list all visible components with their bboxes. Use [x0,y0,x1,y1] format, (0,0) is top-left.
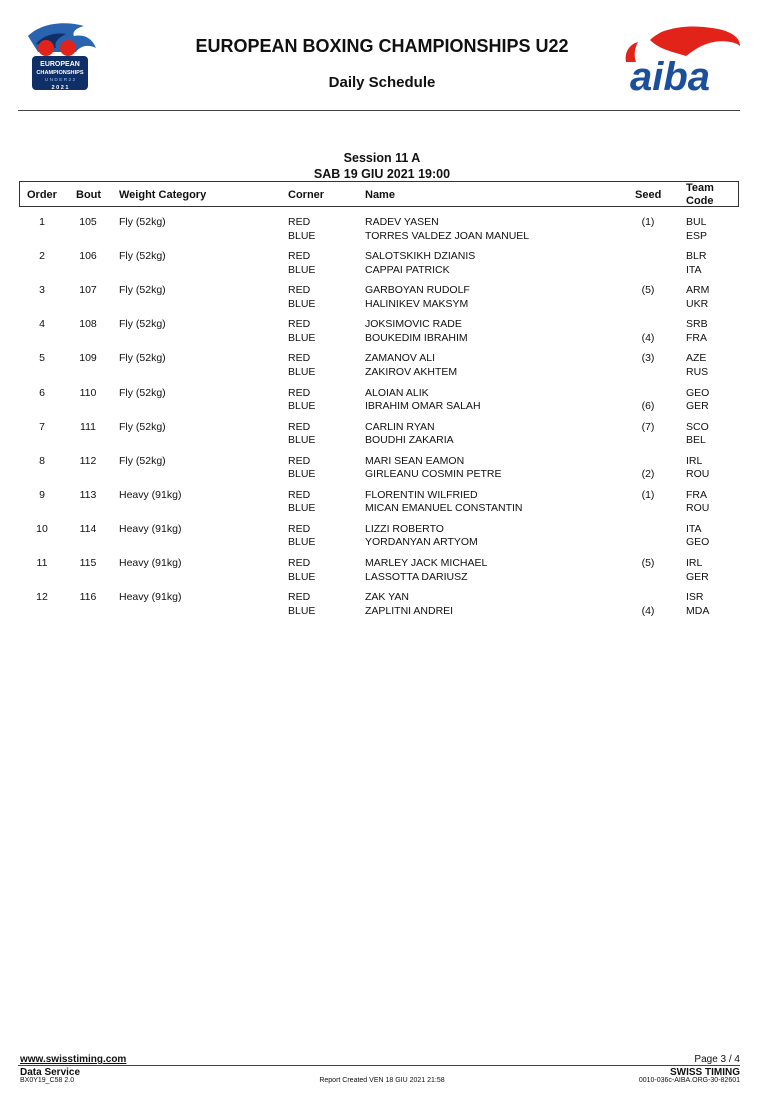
session-datetime: SAB 19 GIU 2021 19:00 [313,167,451,181]
blue-team-code: ROU [686,502,710,515]
table-row [0,523,764,553]
table-row [0,421,764,451]
blue-corner-cell: BLUE [288,570,316,583]
blue-corner-cell: BLUE [288,331,316,344]
red-corner-cell: RED [288,284,311,297]
red-team-code: FRA [686,488,707,501]
bout-cell: 106 [79,250,97,263]
red-seed: (1) [641,216,655,228]
table-row [0,387,764,417]
table-row [0,250,764,280]
red-boxer-name: ZAK YAN [365,591,409,604]
weight-category-cell: Fly (52kg) [119,284,166,297]
session-name: Session 11 A [343,151,421,165]
table-row [0,352,764,382]
column-header-bout: Bout [76,189,102,201]
page-subtitle: Daily Schedule [328,74,436,91]
red-corner-cell: RED [288,454,311,467]
red-team-code: ISR [686,591,704,604]
footer-brand: SWISS TIMING [670,1067,740,1078]
order-cell: 6 [39,386,45,399]
blue-boxer-name: LASSOTTA DARIUSZ [365,570,468,583]
blue-boxer-name: ZAPLITNI ANDREI [365,604,454,617]
red-boxer-name: ALOIAN ALIK [365,386,429,399]
order-cell: 1 [39,216,45,228]
bout-cell: 108 [79,318,97,331]
red-corner-cell: RED [288,318,311,331]
blue-team-code: RUS [686,365,709,378]
bout-cell: 114 [79,522,97,535]
bout-cell: 112 [79,454,97,467]
bout-cell: 107 [79,284,97,297]
red-boxer-name: CARLIN RYAN [365,420,435,433]
column-header-weight: Weight Category [119,189,207,201]
page-title: EUROPEAN BOXING CHAMPIONSHIPS U22 [195,36,569,56]
red-corner-cell: RED [288,386,311,399]
red-seed: (3) [641,352,655,365]
blue-corner-cell: BLUE [288,365,316,378]
column-header-code: Code [686,195,714,207]
blue-boxer-name: CAPPAI PATRICK [365,263,450,276]
footer-divider [18,1065,740,1066]
blue-corner-cell: BLUE [288,604,316,617]
order-cell: 3 [39,284,45,297]
blue-corner-cell: BLUE [288,263,316,276]
blue-team-code: BEL [686,434,706,447]
blue-team-code: ROU [686,468,710,481]
blue-corner-cell: BLUE [288,400,316,412]
weight-category-cell: Heavy (91kg) [119,488,182,501]
column-header-corner: Corner [288,189,325,201]
column-header-name: Name [365,189,395,201]
bout-cell: 113 [79,488,97,501]
red-team-code: IRL [686,454,703,467]
footer-service: Data Service [20,1067,81,1078]
weight-category-cell: Fly (52kg) [119,318,166,331]
red-boxer-name: SALOTSKIKH DZIANIS [365,250,476,263]
red-boxer-name: LIZZI ROBERTO [365,522,444,535]
bout-cell: 115 [79,557,97,569]
column-header-order: Order [27,189,57,201]
blue-seed: (6) [641,400,655,412]
red-corner-cell: RED [288,522,311,535]
red-team-code: SCO [686,420,709,433]
table-row [0,489,764,519]
order-cell: 5 [39,352,45,365]
order-cell: 4 [39,318,45,331]
blue-boxer-name: ZAKIROV AKHTEM [365,365,458,378]
blue-team-code: MDA [686,604,710,617]
header-divider [18,110,740,111]
red-corner-cell: RED [288,216,311,228]
order-cell: 7 [39,420,45,433]
blue-corner-cell: BLUE [288,468,316,481]
weight-category-cell: Fly (52kg) [119,386,166,399]
blue-boxer-name: MICAN EMANUEL CONSTANTIN [365,502,523,515]
footer-page-number: Page 3 / 4 [694,1054,740,1065]
table-row [0,284,764,314]
blue-seed: (4) [641,331,655,344]
red-boxer-name: JOKSIMOVIC RADE [365,318,462,331]
table-row [0,318,764,348]
blue-team-code: FRA [686,331,707,344]
blue-seed: (2) [641,468,655,481]
weight-category-cell: Fly (52kg) [119,250,166,263]
red-seed: (1) [641,488,655,501]
red-team-code: IRL [686,557,703,569]
blue-team-code: ITA [686,263,702,276]
red-corner-cell: RED [288,250,311,263]
blue-team-code: GER [686,400,709,412]
red-boxer-name: ZAMANOV ALI [365,352,436,365]
bout-cell: 109 [79,352,97,365]
blue-team-code: GEO [686,536,710,549]
weight-category-cell: Fly (52kg) [119,420,166,433]
red-seed: (5) [641,284,655,297]
red-team-code: BLR [686,250,707,263]
table-row [0,557,764,587]
bout-cell: 116 [79,591,97,604]
order-cell: 2 [39,250,45,263]
weight-category-cell: Heavy (91kg) [119,591,182,604]
svg-text:U N D E R 2 2: U N D E R 2 2 [44,78,76,83]
weight-category-cell: Heavy (91kg) [119,557,182,569]
table-row [0,216,764,246]
red-boxer-name: MARLEY JACK MICHAEL [365,557,488,569]
column-header-seed: Seed [635,189,662,201]
table-row [0,591,764,621]
aiba-logo [616,22,746,96]
red-boxer-name: FLORENTIN WILFRIED [365,488,478,501]
weight-category-cell: Fly (52kg) [119,454,166,467]
blue-team-code: UKR [686,297,709,310]
red-boxer-name: GARBOYAN RUDOLF [365,284,470,297]
blue-boxer-name: IBRAHIM OMAR SALAH [365,400,481,412]
footer-report-created: Report Created VEN 18 GIU 2021 21:58 [319,1077,445,1084]
red-corner-cell: RED [288,352,311,365]
blue-boxer-name: BOUDHI ZAKARIA [365,434,454,447]
weight-category-cell: Fly (52kg) [119,352,166,365]
svg-text:CHAMPIONSHIPS: CHAMPIONSHIPS [36,70,84,76]
svg-text:EUROPEAN: EUROPEAN [40,61,80,68]
red-team-code: SRB [686,318,708,331]
blue-seed: (4) [641,604,655,617]
weight-category-cell: Fly (52kg) [119,216,166,228]
red-corner-cell: RED [288,557,311,569]
order-cell: 12 [36,591,48,604]
red-seed: (5) [641,557,655,569]
red-team-code: ITA [686,522,702,535]
red-corner-cell: RED [288,591,311,604]
bout-cell: 105 [79,216,97,228]
blue-boxer-name: TORRES VALDEZ JOAN MANUEL [365,229,530,242]
order-cell: 10 [36,522,48,535]
red-corner-cell: RED [288,420,311,433]
footer-ref-code: 0010-036c-AIBA.ORG-30-82601 [638,1077,740,1084]
blue-corner-cell: BLUE [288,536,316,549]
blue-boxer-name: HALINIKEV MAKSYM [365,297,469,310]
blue-boxer-name: GIRLEANU COSMIN PETRE [365,468,502,481]
blue-corner-cell: BLUE [288,297,316,310]
blue-boxer-name: YORDANYAN ARTYOM [365,536,478,549]
red-seed: (7) [641,420,655,433]
red-corner-cell: RED [288,488,311,501]
bout-cell: 111 [80,420,96,433]
svg-text:2 0 2 1: 2 0 2 1 [51,85,69,91]
weight-category-cell: Heavy (91kg) [119,522,182,535]
bout-cell: 110 [79,386,97,399]
blue-corner-cell: BLUE [288,434,316,447]
red-team-code: BUL [686,216,707,228]
red-team-code: AZE [686,352,707,365]
table-row [0,455,764,485]
blue-corner-cell: BLUE [288,229,316,242]
red-team-code: GEO [686,386,710,399]
order-cell: 9 [39,488,45,501]
order-cell: 11 [36,557,48,569]
svg-text:aiba: aiba [630,55,711,96]
blue-team-code: GER [686,570,709,583]
order-cell: 8 [39,454,45,467]
blue-boxer-name: BOUKEDIM IBRAHIM [365,331,468,344]
red-boxer-name: MARI SEAN EAMON [365,454,465,467]
red-team-code: ARM [686,284,710,297]
footer-doc-code: BX0Y19_C58 2.0 [20,1077,75,1084]
blue-team-code: ESP [686,229,708,242]
footer-website: www.swisstiming.com [20,1054,127,1065]
blue-corner-cell: BLUE [288,502,316,515]
column-header-team: Team [686,182,714,194]
red-boxer-name: RADEV YASEN [365,216,439,228]
